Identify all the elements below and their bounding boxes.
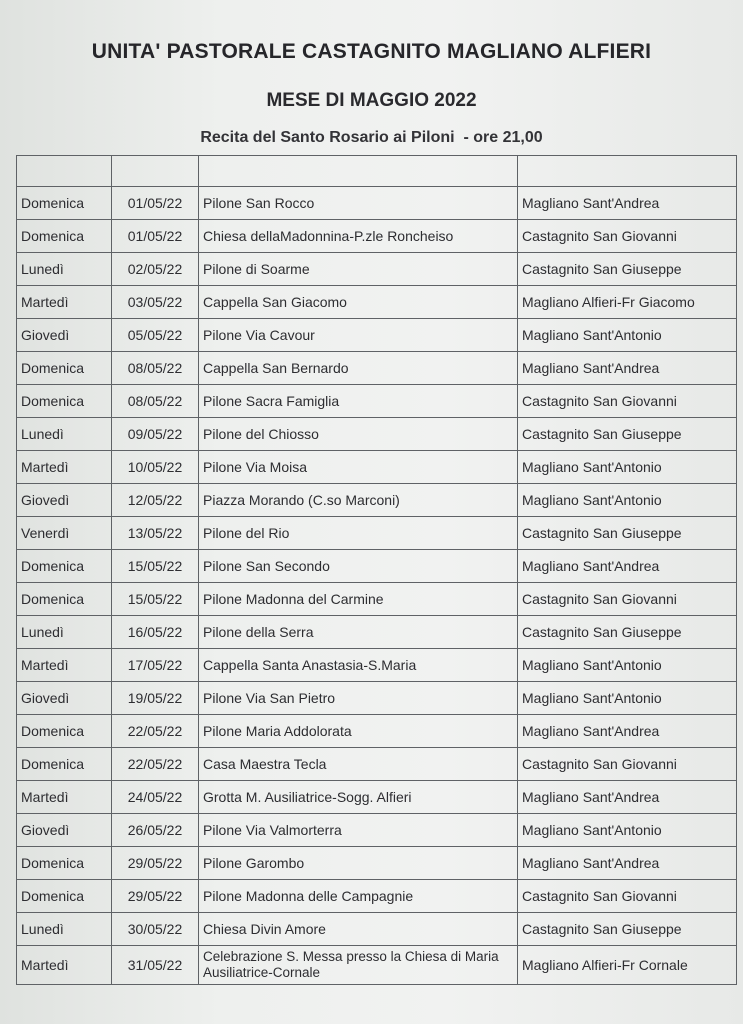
table-row (17, 451, 737, 484)
day-cell: Martedì (17, 946, 112, 985)
header-cell-place (199, 156, 518, 187)
table-row (17, 418, 737, 451)
table-row (17, 319, 737, 352)
day-cell: Martedì (17, 781, 112, 814)
header-cell-day (17, 156, 112, 187)
place-cell: Cappella Santa Anastasia-S.Maria (199, 649, 518, 682)
date-cell: 09/05/22 (112, 418, 199, 451)
parish-cell: Castagnito San Giovanni (518, 385, 737, 418)
day-cell: Domenica (17, 715, 112, 748)
date-cell: 01/05/22 (112, 187, 199, 220)
place-cell: Pilone Via Moisa (199, 451, 518, 484)
table-row (17, 352, 737, 385)
day-cell: Giovedì (17, 319, 112, 352)
table-row (17, 550, 737, 583)
table-header-row (17, 156, 737, 187)
place-cell: Celebrazione S. Messa presso la Chiesa di Maria Ausiliatrice-Cornale (199, 946, 518, 985)
table-row (17, 616, 737, 649)
place-cell: Chiesa Divin Amore (199, 913, 518, 946)
place-cell: Pilone Maria Addolorata (199, 715, 518, 748)
date-cell: 08/05/22 (112, 352, 199, 385)
table-row (17, 583, 737, 616)
parish-cell: Magliano Sant'Antonio (518, 649, 737, 682)
table-row (17, 946, 737, 985)
date-cell: 29/05/22 (112, 880, 199, 913)
table-row (17, 253, 737, 286)
parish-cell: Magliano Sant'Antonio (518, 451, 737, 484)
day-cell: Martedì (17, 649, 112, 682)
day-cell: Venerdì (17, 517, 112, 550)
place-cell: Pilone del Rio (199, 517, 518, 550)
place-cell: Pilone Via Cavour (199, 319, 518, 352)
date-cell: 26/05/22 (112, 814, 199, 847)
day-cell: Giovedì (17, 484, 112, 517)
day-cell: Domenica (17, 385, 112, 418)
parish-cell: Castagnito San Giovanni (518, 748, 737, 781)
table-row (17, 781, 737, 814)
parish-cell: Magliano Sant'Andrea (518, 550, 737, 583)
parish-cell: Castagnito San Giuseppe (518, 616, 737, 649)
day-cell: Lunedì (17, 418, 112, 451)
day-cell: Lunedì (17, 253, 112, 286)
table-row (17, 682, 737, 715)
parish-cell: Magliano Alfieri-Fr Cornale (518, 946, 737, 985)
parish-cell: Castagnito San Giovanni (518, 220, 737, 253)
place-cell: Casa Maestra Tecla (199, 748, 518, 781)
date-cell: 24/05/22 (112, 781, 199, 814)
date-cell: 16/05/22 (112, 616, 199, 649)
parish-cell: Castagnito San Giovanni (518, 583, 737, 616)
date-cell: 22/05/22 (112, 715, 199, 748)
schedule-table (16, 155, 737, 985)
day-cell: Domenica (17, 880, 112, 913)
day-cell: Domenica (17, 583, 112, 616)
place-cell: Pilone di Soarme (199, 253, 518, 286)
parish-cell: Magliano Sant'Andrea (518, 715, 737, 748)
place-cell: Pilone San Rocco (199, 187, 518, 220)
table-row (17, 385, 737, 418)
parish-cell: Magliano Sant'Andrea (518, 781, 737, 814)
place-cell: Pilone Madonna del Carmine (199, 583, 518, 616)
date-cell: 17/05/22 (112, 649, 199, 682)
day-cell: Domenica (17, 187, 112, 220)
table-row (17, 187, 737, 220)
date-cell: 01/05/22 (112, 220, 199, 253)
place-cell: Pilone della Serra (199, 616, 518, 649)
date-cell: 15/05/22 (112, 550, 199, 583)
day-cell: Lunedì (17, 616, 112, 649)
place-cell: Pilone San Secondo (199, 550, 518, 583)
day-cell: Lunedì (17, 913, 112, 946)
table-row (17, 715, 737, 748)
parish-cell: Castagnito San Giuseppe (518, 517, 737, 550)
place-cell: Pilone Via Valmorterra (199, 814, 518, 847)
day-cell: Domenica (17, 352, 112, 385)
day-cell: Domenica (17, 847, 112, 880)
table-row (17, 286, 737, 319)
place-cell: Chiesa dellaMadonnina-P.zle Roncheiso (199, 220, 518, 253)
place-cell: Pilone Via San Pietro (199, 682, 518, 715)
parish-cell: Magliano Sant'Andrea (518, 187, 737, 220)
parish-cell: Castagnito San Giovanni (518, 880, 737, 913)
day-cell: Domenica (17, 550, 112, 583)
date-cell: 22/05/22 (112, 748, 199, 781)
parish-cell: Magliano Sant'Antonio (518, 814, 737, 847)
parish-cell: Castagnito San Giuseppe (518, 253, 737, 286)
parish-cell: Magliano Sant'Andrea (518, 847, 737, 880)
parish-cell: Magliano Sant'Antonio (518, 484, 737, 517)
day-cell: Martedì (17, 286, 112, 319)
day-cell: Martedì (17, 451, 112, 484)
date-cell: 05/05/22 (112, 319, 199, 352)
place-cell: Piazza Morando (C.so Marconi) (199, 484, 518, 517)
date-cell: 15/05/22 (112, 583, 199, 616)
month-heading: MESE DI MAGGIO 2022 (266, 90, 477, 111)
parish-cell: Castagnito San Giuseppe (518, 418, 737, 451)
day-cell: Giovedì (17, 814, 112, 847)
place-cell: Pilone Garombo (199, 847, 518, 880)
table-row (17, 748, 737, 781)
date-cell: 03/05/22 (112, 286, 199, 319)
table-row (17, 517, 737, 550)
place-cell: Pilone del Chiosso (199, 418, 518, 451)
date-cell: 30/05/22 (112, 913, 199, 946)
date-cell: 19/05/22 (112, 682, 199, 715)
schedule-table-wrapper (16, 155, 734, 985)
table-row (17, 649, 737, 682)
document-subtitle: Recita del Santo Rosario ai Piloni - ore 21,00 (200, 129, 543, 146)
document-title: UNITA' PASTORALE CASTAGNITO MAGLIANO ALFIERI (91, 40, 652, 63)
table-row (17, 814, 737, 847)
date-cell: 08/05/22 (112, 385, 199, 418)
place-cell: Pilone Madonna delle Campagnie (199, 880, 518, 913)
date-cell: 31/05/22 (112, 946, 199, 985)
date-cell: 29/05/22 (112, 847, 199, 880)
date-cell: 10/05/22 (112, 451, 199, 484)
day-cell: Domenica (17, 748, 112, 781)
schedule-table-body (17, 156, 737, 985)
parish-cell: Magliano Sant'Andrea (518, 352, 737, 385)
place-cell: Grotta M. Ausiliatrice-Sogg. Alfieri (199, 781, 518, 814)
table-row (17, 484, 737, 517)
place-cell: Cappella San Bernardo (199, 352, 518, 385)
date-cell: 02/05/22 (112, 253, 199, 286)
header-cell-parish (518, 156, 737, 187)
table-row (17, 913, 737, 946)
parish-cell: Magliano Sant'Antonio (518, 319, 737, 352)
place-cell: Cappella San Giacomo (199, 286, 518, 319)
day-cell: Giovedì (17, 682, 112, 715)
header-cell-date (112, 156, 199, 187)
date-cell: 13/05/22 (112, 517, 199, 550)
parish-cell: Magliano Sant'Antonio (518, 682, 737, 715)
table-row (17, 220, 737, 253)
parish-cell: Magliano Alfieri-Fr Giacomo (518, 286, 737, 319)
place-cell: Pilone Sacra Famiglia (199, 385, 518, 418)
table-row (17, 880, 737, 913)
parish-cell: Castagnito San Giuseppe (518, 913, 737, 946)
table-row (17, 847, 737, 880)
date-cell: 12/05/22 (112, 484, 199, 517)
day-cell: Domenica (17, 220, 112, 253)
